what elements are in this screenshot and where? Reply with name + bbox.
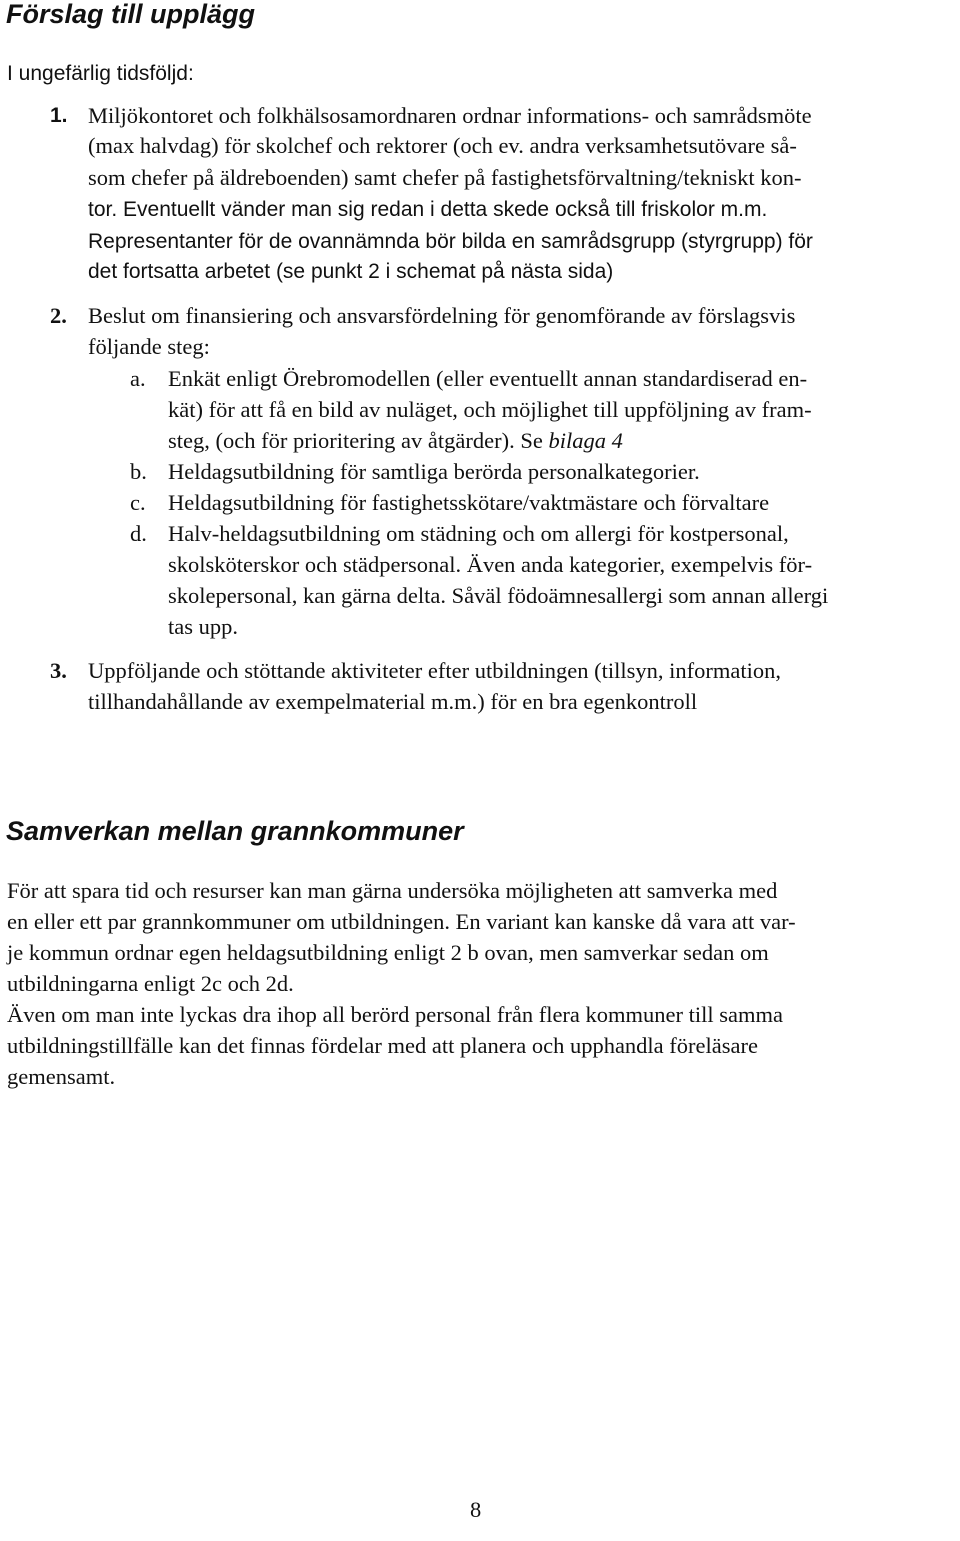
- list-item-line: Uppföljande och stöttande aktiviteter efter utbildningen (tillsyn, information,: [88, 658, 781, 683]
- page-number: 8: [470, 1497, 482, 1522]
- sub-item-line: [168, 425, 623, 456]
- list-item-line: som chefer på äldreboenden) samt chefer på fastighetsförvaltning/tekniskt kon-: [88, 165, 802, 190]
- sub-item-letter: b.: [130, 459, 147, 484]
- list-item-line: Beslut om finansiering och ansvarsfördelning för genomförande av förslagsvis: [88, 303, 796, 328]
- paragraph-line: en eller ett par grannkommuner om utbildningen. En variant kan kanske då vara att var-: [7, 909, 796, 934]
- list-number: 3.: [50, 658, 67, 683]
- section-heading-forslag: Förslag till upplägg: [6, 0, 255, 29]
- section-heading-samverkan: Samverkan mellan grannkommuner: [6, 816, 464, 846]
- bilaga-reference: bilaga 4: [548, 428, 623, 453]
- list-number: 1.: [50, 104, 68, 127]
- sub-item-letter: a.: [130, 366, 146, 391]
- paragraph-line: je kommun ordnar egen heldagsutbildning enligt 2 b ovan, men samverkar sedan om: [7, 940, 769, 965]
- sub-item-letter: c.: [130, 490, 146, 515]
- sub-item-line: skolsköterskor och städpersonal. Även anda kategorier, exempelvis för-: [168, 552, 813, 577]
- list-item-line: (max halvdag) för skolchef och rektorer (och ev. andra verksamhetsutövare så-: [88, 133, 797, 158]
- sub-item-line: Halv-heldagsutbildning om städning och om allergi för kostpersonal,: [168, 521, 789, 546]
- paragraph-line: För att spara tid och resurser kan man gärna undersöka möjligheten att samverka med: [7, 878, 778, 903]
- intro-text: I ungefärlig tidsföljd:: [7, 62, 194, 85]
- sub-item-line: skolepersonal, kan gärna delta. Såväl födoämnesallergi som annan allergi: [168, 583, 829, 608]
- list-item-line: följande steg:: [88, 334, 210, 359]
- sub-item-line: Enkät enligt Örebromodellen (eller eventuellt annan standardiserad en-: [168, 366, 808, 391]
- sub-item-line: Heldagsutbildning för samtliga berörda personalkategorier.: [168, 459, 700, 484]
- list-number: 2.: [50, 303, 67, 328]
- paragraph-line: Även om man inte lyckas dra ihop all berörd personal från flera kommuner till samma: [7, 1002, 784, 1027]
- paragraph-line: utbildningstillfälle kan det finnas fördelar med att planera och upphandla föreläsare: [7, 1033, 758, 1058]
- list-item-line: det fortsatta arbetet (se punkt 2 i schemat på nästa sida): [88, 260, 614, 283]
- sub-item-letter: d.: [130, 521, 147, 546]
- sub-item-line: Heldagsutbildning för fastighetsskötare/vaktmästare och förvaltare: [168, 490, 770, 515]
- sub-item-line-text: steg, (och för prioritering av åtgärder). Se: [168, 428, 549, 453]
- paragraph-line: utbildningarna enligt 2c och 2d.: [7, 971, 294, 996]
- list-item-line: Representanter för de ovannämnda bör bilda en samrådsgrupp (styrgrupp) för: [88, 230, 813, 253]
- sub-item-line: tas upp.: [168, 614, 238, 639]
- list-item-line: Miljökontoret och folkhälsosamordnaren ordnar informations- och samrådsmöte: [88, 103, 812, 128]
- sub-item-line: kät) för att få en bild av nuläget, och möjlighet till uppföljning av fram-: [168, 397, 812, 422]
- list-item-line: tillhandahållande av exempelmaterial m.m.) för en bra egenkontroll: [88, 689, 698, 714]
- paragraph-line: gemensamt.: [7, 1064, 116, 1089]
- list-item-line: tor. Eventuellt vänder man sig redan i detta skede också till friskolor m.m.: [88, 198, 768, 221]
